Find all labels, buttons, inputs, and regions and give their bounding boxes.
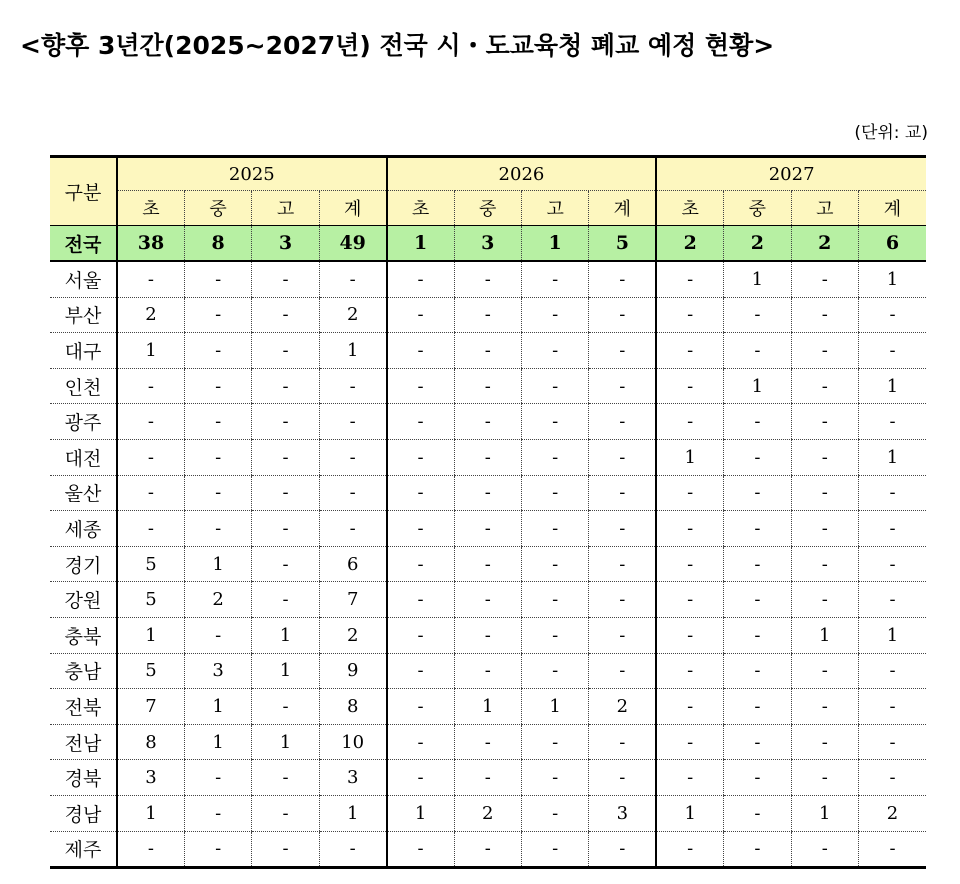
level-header: 고 bbox=[521, 191, 588, 226]
table-cell: - bbox=[184, 831, 251, 868]
level-header: 중 bbox=[724, 191, 791, 226]
table-cell: 2 bbox=[117, 297, 184, 333]
table-cell: 1 bbox=[184, 724, 251, 760]
table-cell: - bbox=[521, 724, 588, 760]
table-cell: - bbox=[387, 831, 454, 868]
table-cell: - bbox=[791, 475, 858, 511]
table-cell: - bbox=[791, 297, 858, 333]
table-cell: 8 bbox=[117, 724, 184, 760]
table-cell: - bbox=[724, 760, 791, 796]
table-cell: - bbox=[521, 368, 588, 404]
table-cell: - bbox=[656, 831, 723, 868]
table-cell: - bbox=[791, 546, 858, 582]
table-cell: 1 bbox=[387, 795, 454, 831]
table-cell: 8 bbox=[319, 689, 386, 725]
table-cell: - bbox=[387, 617, 454, 653]
table-cell: - bbox=[454, 760, 521, 796]
table-cell: - bbox=[858, 653, 926, 689]
unit-note: (단위: 교) bbox=[854, 123, 928, 143]
region-label: 경남 bbox=[50, 795, 117, 831]
year-header: 2027 bbox=[656, 157, 926, 191]
table-cell: - bbox=[656, 760, 723, 796]
table-cell: - bbox=[252, 546, 319, 582]
table-cell: - bbox=[184, 333, 251, 369]
table-cell: - bbox=[589, 582, 656, 618]
table-cell: - bbox=[252, 404, 319, 440]
table-cell: - bbox=[724, 546, 791, 582]
table-cell: - bbox=[589, 617, 656, 653]
table-cell: - bbox=[252, 261, 319, 297]
table-cell: - bbox=[724, 724, 791, 760]
table-cell: - bbox=[252, 511, 319, 547]
table-cell: - bbox=[724, 475, 791, 511]
region-label: 경북 bbox=[50, 760, 117, 796]
table-cell: - bbox=[858, 582, 926, 618]
region-label: 울산 bbox=[50, 475, 117, 511]
table-cell: 1 bbox=[858, 439, 926, 475]
table-cell: - bbox=[184, 795, 251, 831]
table-cell: - bbox=[724, 653, 791, 689]
table-cell: 1 bbox=[319, 795, 386, 831]
table-cell: 3 bbox=[319, 760, 386, 796]
table-cell: - bbox=[387, 546, 454, 582]
table-cell: 49 bbox=[319, 226, 386, 262]
region-label: 전남 bbox=[50, 724, 117, 760]
table-cell: - bbox=[454, 475, 521, 511]
table-cell: - bbox=[791, 404, 858, 440]
table-cell: - bbox=[319, 261, 386, 297]
level-header: 고 bbox=[252, 191, 319, 226]
table-cell: - bbox=[791, 439, 858, 475]
table-cell: - bbox=[791, 653, 858, 689]
table-row bbox=[50, 404, 926, 440]
table-cell: - bbox=[724, 511, 791, 547]
table-cell: - bbox=[791, 831, 858, 868]
table-cell: 1 bbox=[858, 617, 926, 653]
table-cell: 1 bbox=[724, 261, 791, 297]
table-cell: - bbox=[319, 404, 386, 440]
table-row bbox=[50, 261, 926, 297]
table-cell: 5 bbox=[117, 582, 184, 618]
table-cell: 3 bbox=[454, 226, 521, 262]
table-cell: - bbox=[252, 795, 319, 831]
table-cell: - bbox=[319, 368, 386, 404]
level-header: 초 bbox=[117, 191, 184, 226]
table-cell: - bbox=[724, 333, 791, 369]
table-row bbox=[50, 439, 926, 475]
table-cell: - bbox=[117, 475, 184, 511]
table-cell: - bbox=[387, 439, 454, 475]
table-cell: - bbox=[521, 582, 588, 618]
school-closure-table bbox=[50, 155, 926, 869]
table-cell: 1 bbox=[791, 795, 858, 831]
table-cell: - bbox=[858, 689, 926, 725]
region-label: 세종 bbox=[50, 511, 117, 547]
table-cell: - bbox=[656, 297, 723, 333]
table-cell: 1 bbox=[656, 795, 723, 831]
table-cell: - bbox=[184, 475, 251, 511]
table-cell: - bbox=[791, 724, 858, 760]
table-cell: - bbox=[656, 404, 723, 440]
region-label: 경기 bbox=[50, 546, 117, 582]
table-cell: - bbox=[589, 724, 656, 760]
level-header: 계 bbox=[858, 191, 926, 226]
document-title: <향후 3년간(2025~2027년) 전국 시・도교육청 폐교 예정 현황> bbox=[20, 31, 775, 60]
table-cell: 7 bbox=[319, 582, 386, 618]
table-cell: - bbox=[791, 582, 858, 618]
table-cell: 9 bbox=[319, 653, 386, 689]
table-cell: - bbox=[184, 261, 251, 297]
table-cell: - bbox=[656, 333, 723, 369]
table-cell: - bbox=[589, 511, 656, 547]
table-row bbox=[50, 546, 926, 582]
region-label: 전북 bbox=[50, 689, 117, 725]
table-cell: - bbox=[454, 582, 521, 618]
table-cell: 2 bbox=[589, 689, 656, 725]
table-cell: - bbox=[656, 653, 723, 689]
table-cell: 1 bbox=[656, 439, 723, 475]
table-cell: - bbox=[319, 475, 386, 511]
table-cell: - bbox=[791, 689, 858, 725]
table-cell: - bbox=[454, 617, 521, 653]
table-cell: 2 bbox=[454, 795, 521, 831]
table-cell: - bbox=[589, 546, 656, 582]
table-cell: - bbox=[589, 831, 656, 868]
table-cell: - bbox=[656, 475, 723, 511]
table-cell: 3 bbox=[184, 653, 251, 689]
table-cell: - bbox=[117, 831, 184, 868]
table-row bbox=[50, 831, 926, 868]
table-cell: - bbox=[117, 368, 184, 404]
table-cell: 6 bbox=[858, 226, 926, 262]
table-cell: - bbox=[252, 368, 319, 404]
table-cell: - bbox=[724, 617, 791, 653]
table-cell: - bbox=[521, 795, 588, 831]
table-cell: - bbox=[387, 689, 454, 725]
table-cell: - bbox=[252, 582, 319, 618]
table-cell: 2 bbox=[656, 226, 723, 262]
table-cell: - bbox=[252, 333, 319, 369]
table-cell: 5 bbox=[117, 653, 184, 689]
table-cell: 1 bbox=[387, 226, 454, 262]
table-cell: - bbox=[521, 404, 588, 440]
table-cell: 8 bbox=[184, 226, 251, 262]
table-cell: - bbox=[117, 404, 184, 440]
table-cell: - bbox=[858, 831, 926, 868]
table-cell: 1 bbox=[117, 333, 184, 369]
table-cell: 1 bbox=[117, 617, 184, 653]
table-cell: - bbox=[656, 368, 723, 404]
table-cell: - bbox=[184, 439, 251, 475]
table-cell: - bbox=[521, 760, 588, 796]
region-label: 충남 bbox=[50, 653, 117, 689]
table-cell: - bbox=[724, 297, 791, 333]
table-cell: - bbox=[589, 333, 656, 369]
table-cell: 1 bbox=[252, 653, 319, 689]
level-header: 고 bbox=[791, 191, 858, 226]
table-row bbox=[50, 760, 926, 796]
table-cell: - bbox=[791, 760, 858, 796]
table-cell: 1 bbox=[184, 689, 251, 725]
table-cell: - bbox=[184, 368, 251, 404]
table-row bbox=[50, 653, 926, 689]
table-cell: - bbox=[387, 404, 454, 440]
table-row bbox=[50, 617, 926, 653]
region-label: 대전 bbox=[50, 439, 117, 475]
table-cell: - bbox=[387, 297, 454, 333]
region-label: 제주 bbox=[50, 831, 117, 868]
table-cell: - bbox=[454, 333, 521, 369]
year-header-row bbox=[50, 157, 926, 191]
table-cell: - bbox=[656, 511, 723, 547]
table-cell: 1 bbox=[252, 724, 319, 760]
table-cell: 1 bbox=[184, 546, 251, 582]
table-cell: - bbox=[656, 724, 723, 760]
table-cell: - bbox=[656, 261, 723, 297]
table-row bbox=[50, 511, 926, 547]
table-cell: - bbox=[589, 439, 656, 475]
table-cell: - bbox=[521, 653, 588, 689]
table-cell: - bbox=[589, 760, 656, 796]
table-body bbox=[50, 226, 926, 868]
table-cell: - bbox=[454, 297, 521, 333]
year-header: 2025 bbox=[117, 157, 387, 191]
level-header-row bbox=[50, 191, 926, 226]
table-cell: 2 bbox=[724, 226, 791, 262]
table-cell: 1 bbox=[791, 617, 858, 653]
table-cell: 1 bbox=[724, 368, 791, 404]
table-cell: - bbox=[184, 760, 251, 796]
table-cell: - bbox=[454, 439, 521, 475]
table-cell: - bbox=[252, 297, 319, 333]
table-cell: - bbox=[589, 297, 656, 333]
table-cell: 1 bbox=[858, 261, 926, 297]
level-header: 초 bbox=[387, 191, 454, 226]
table-cell: 2 bbox=[858, 795, 926, 831]
table-cell: - bbox=[387, 511, 454, 547]
table-cell: - bbox=[521, 617, 588, 653]
region-label: 강원 bbox=[50, 582, 117, 618]
table-cell: - bbox=[521, 511, 588, 547]
table-cell: - bbox=[387, 261, 454, 297]
table-cell: - bbox=[454, 546, 521, 582]
table-cell: - bbox=[724, 831, 791, 868]
level-header: 중 bbox=[184, 191, 251, 226]
level-header: 초 bbox=[656, 191, 723, 226]
table-cell: - bbox=[521, 297, 588, 333]
table-cell: - bbox=[454, 511, 521, 547]
corner-header: 구분 bbox=[50, 157, 117, 226]
table-cell: - bbox=[858, 511, 926, 547]
table-cell: - bbox=[724, 439, 791, 475]
table-cell: - bbox=[387, 582, 454, 618]
region-label: 부산 bbox=[50, 297, 117, 333]
table-cell: - bbox=[589, 368, 656, 404]
table-cell: 2 bbox=[184, 582, 251, 618]
table-cell: 6 bbox=[319, 546, 386, 582]
table-cell: - bbox=[589, 261, 656, 297]
table-cell: - bbox=[252, 475, 319, 511]
table-cell: - bbox=[791, 368, 858, 404]
table-row bbox=[50, 582, 926, 618]
table-cell: - bbox=[387, 724, 454, 760]
table-cell: - bbox=[656, 582, 723, 618]
table-cell: 2 bbox=[791, 226, 858, 262]
year-header: 2026 bbox=[387, 157, 657, 191]
total-row bbox=[50, 226, 926, 262]
table-cell: - bbox=[387, 368, 454, 404]
table-cell: - bbox=[387, 475, 454, 511]
table-cell: - bbox=[319, 831, 386, 868]
table-cell: - bbox=[656, 617, 723, 653]
table-cell: - bbox=[521, 831, 588, 868]
table-cell: - bbox=[589, 653, 656, 689]
table-cell: 1 bbox=[319, 333, 386, 369]
table-cell: - bbox=[791, 261, 858, 297]
region-label: 전국 bbox=[50, 226, 117, 262]
level-header: 계 bbox=[589, 191, 656, 226]
table-cell: - bbox=[858, 760, 926, 796]
table-cell: - bbox=[454, 831, 521, 868]
table-cell: - bbox=[521, 333, 588, 369]
table-cell: - bbox=[656, 689, 723, 725]
table-cell: 5 bbox=[117, 546, 184, 582]
table-cell: - bbox=[724, 582, 791, 618]
region-label: 인천 bbox=[50, 368, 117, 404]
table-cell: - bbox=[117, 511, 184, 547]
table-cell: - bbox=[521, 546, 588, 582]
table-cell: - bbox=[387, 760, 454, 796]
level-header: 계 bbox=[319, 191, 386, 226]
table-cell: - bbox=[252, 831, 319, 868]
table-cell: - bbox=[858, 546, 926, 582]
table-cell: - bbox=[791, 333, 858, 369]
table-cell: - bbox=[454, 653, 521, 689]
table-cell: 38 bbox=[117, 226, 184, 262]
table-cell: 1 bbox=[252, 617, 319, 653]
table-cell: - bbox=[184, 617, 251, 653]
table-cell: 1 bbox=[117, 795, 184, 831]
table-cell: - bbox=[791, 511, 858, 547]
table-cell: - bbox=[454, 368, 521, 404]
region-label: 서울 bbox=[50, 261, 117, 297]
table-cell: - bbox=[724, 404, 791, 440]
table-cell: - bbox=[184, 404, 251, 440]
table-cell: - bbox=[521, 261, 588, 297]
table-cell: - bbox=[724, 795, 791, 831]
region-label: 대구 bbox=[50, 333, 117, 369]
table-cell: - bbox=[858, 297, 926, 333]
table-cell: - bbox=[387, 653, 454, 689]
table-cell: - bbox=[454, 404, 521, 440]
table-cell: - bbox=[454, 724, 521, 760]
table-cell: - bbox=[117, 439, 184, 475]
table-cell: - bbox=[589, 475, 656, 511]
table-cell: - bbox=[858, 724, 926, 760]
table-cell: 1 bbox=[858, 368, 926, 404]
table-row bbox=[50, 475, 926, 511]
table-row bbox=[50, 795, 926, 831]
table-cell: - bbox=[252, 760, 319, 796]
table-cell: 1 bbox=[521, 226, 588, 262]
table-cell: - bbox=[184, 297, 251, 333]
table-cell: - bbox=[858, 404, 926, 440]
table-row bbox=[50, 297, 926, 333]
table-cell: - bbox=[252, 439, 319, 475]
table-cell: 3 bbox=[117, 760, 184, 796]
table-cell: 2 bbox=[319, 617, 386, 653]
table-cell: 1 bbox=[454, 689, 521, 725]
table-cell: - bbox=[521, 439, 588, 475]
table-row bbox=[50, 368, 926, 404]
table-cell: 1 bbox=[521, 689, 588, 725]
region-label: 광주 bbox=[50, 404, 117, 440]
table-cell: - bbox=[858, 333, 926, 369]
table-cell: 7 bbox=[117, 689, 184, 725]
table-cell: 5 bbox=[589, 226, 656, 262]
table-cell: - bbox=[319, 511, 386, 547]
table-cell: - bbox=[252, 689, 319, 725]
table-row bbox=[50, 689, 926, 725]
table-cell: - bbox=[858, 475, 926, 511]
table-row bbox=[50, 724, 926, 760]
table-cell: - bbox=[117, 261, 184, 297]
table-cell: - bbox=[521, 475, 588, 511]
table-cell: 3 bbox=[252, 226, 319, 262]
level-header: 중 bbox=[454, 191, 521, 226]
table-cell: - bbox=[589, 404, 656, 440]
region-label: 충북 bbox=[50, 617, 117, 653]
table-cell: 10 bbox=[319, 724, 386, 760]
table-cell: 2 bbox=[319, 297, 386, 333]
table-cell: 3 bbox=[589, 795, 656, 831]
table-cell: - bbox=[656, 546, 723, 582]
table-cell: - bbox=[184, 511, 251, 547]
table-row bbox=[50, 333, 926, 369]
table-cell: - bbox=[319, 439, 386, 475]
table-cell: - bbox=[454, 261, 521, 297]
table-cell: - bbox=[724, 689, 791, 725]
table-cell: - bbox=[387, 333, 454, 369]
